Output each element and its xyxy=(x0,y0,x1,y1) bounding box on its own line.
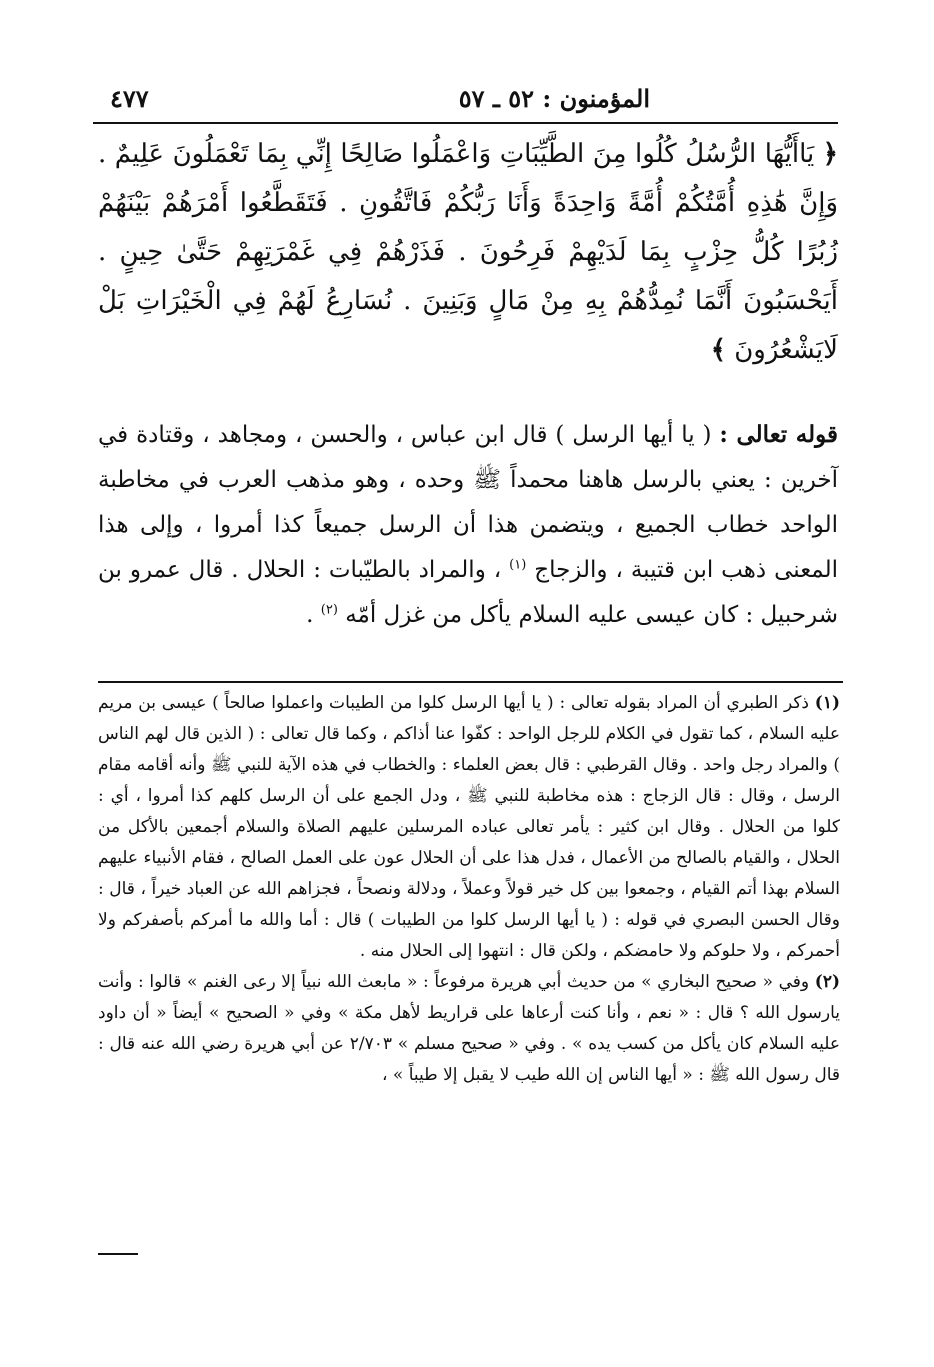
footnote-ref-2: (٢) xyxy=(320,602,338,618)
page-number: ٤٧٧ xyxy=(110,84,149,113)
footnote-separator xyxy=(98,681,843,683)
continuation-dash xyxy=(98,1253,138,1255)
footnote-2 xyxy=(98,967,840,1091)
verse-text: يَاأَيُّهَا الرُّسُلُ كُلُوا مِنَ الطَّيِّبَاتِ وَاعْمَلُوا صَالِحًا إِنِّي بِمَا تَعْمَلُونَ عَلِيمٌ . وَإِنَّ هَٰذِهِ أُمَّتُكُمْ أُمَّةً وَاحِدَةً وَأَنَا رَبُّكُمْ فَاتَّقُونِ . فَتَقَطَّعُوا أَمْرَهُمْ بَيْنَهُمْ زُبُرًا كُلُّ حِزْبٍ بِمَا لَدَيْهِمْ فَرِحُونَ . فَذَرْهُمْ فِي غَمْرَتِهِمْ حَتَّىٰ حِينٍ . أَيَحْسَبُونَ أَنَّمَا نُمِدُّهُمْ بِهِ مِنْ مَالٍ وَبَنِينَ . نُسَارِعُ لَهُمْ فِي الْخَيْرَاتِ بَلْ لَايَشْعُرُونَ xyxy=(98,139,838,365)
verse-close-bracket: ﴾ xyxy=(710,335,726,365)
commentary-text-1: ( يا أيها الرسل ) قال ابن عباس ، والحسن ، ومجاهد ، وقتادة في آخرين : يعني بالرسل هاهنا محمداً ﷺ وحده ، وهو مذهب العرب في مخاطبة الواحد خطاب الجميع ، ويتضمن هذا أن الرسل جميعاً كذا أمروا ، وإلى هذا المعنى ذهب ابن قتيبة ، والزجاج xyxy=(98,422,838,583)
footnote-2-text: وفي « صحيح البخاري » من حديث أبي هريرة مرفوعاً : « مابعث الله نبياً إلا رعى الغنم » قالوا : وأنت يارسول الله ؟ قال : « نعم ، وأنا كنت أرعاها على قراريط لأهل مكة » وفي « الصحيح » أيضاً « أن داود عليه السلام كان يأكل من كسب يده » . وفي « صحيح مسلم » ٢/٧٠٣ عن أبي هريرة رضي الله عنه قال : قال رسول الله ﷺ : « أيها الناس إن الله طيب لا يقبل إلا طيباً » ، xyxy=(98,972,840,1085)
footnote-1 xyxy=(98,688,840,967)
commentary-lead: قوله تعالى : xyxy=(719,421,838,448)
commentary-text-3: . xyxy=(306,602,314,628)
footnote-2-number: (٢) xyxy=(814,972,841,992)
footnotes-block xyxy=(98,688,840,1091)
commentary-text-2: ، والمراد بالطيّبات : الحلال . قال عمرو بن شرحبيل : كان عيسى عليه السلام يأكل من غزل أمّه xyxy=(98,557,838,628)
page-header xyxy=(100,84,835,124)
header-rule xyxy=(93,122,838,124)
footnote-ref-1: (١) xyxy=(509,557,527,573)
commentary-paragraph xyxy=(98,412,838,638)
footnote-1-number: (١) xyxy=(814,693,841,713)
verse-open-bracket: ﴿ xyxy=(822,139,838,169)
surah-range-title: المؤمنون : ٥٢ ـ ٥٧ xyxy=(458,84,650,113)
quran-verse-block xyxy=(98,130,838,375)
footnote-1-text: ذكر الطبري أن المراد بقوله تعالى : ( يا أيها الرسل كلوا من الطيبات واعملوا صالحاً ) عيسى بن مريم عليه السلام ، كما تقول في الكلام للرجل الواحد : كفّوا عنا أذاكم ، وكما قال تعالى : ( الذين قال لهم الناس ) والمراد رجل واحد . وقال القرطبي : قال بعض العلماء : والخطاب في هذه الآية للنبي ﷺ وأنه أقامه مقام الرسل ، وقال : قال الزجاج : هذه مخاطبة للنبي ﷺ ، ودل الجمع على أن الرسل كلهم كذا أمروا ، أي : كلوا من الحلال . وقال ابن كثير : يأمر تعالى عباده المرسلين عليهم الصلاة والسلام أجمعين بالأكل من الحلال ، والقيام بالصالح من الأعمال ، فدل هذا على أن الحلال عون على العمل الصالح ، فقام الأنبياء عليهم السلام بهذا أتم القيام ، وجمعوا بين كل خير قولاً وعملاً ، ودلالة ونصحاً ، فجزاهم الله عن العباد خيراً ، قال : وقال الحسن البصري في قوله : ( يا أيها الرسل كلوا من الطيبات ) قال : أما والله ما أمركم بأصفركم ولا أحمركم ، ولا حلوكم ولا حامضكم ، ولكن قال : انتهوا إلى الحلال منه . xyxy=(98,693,840,961)
